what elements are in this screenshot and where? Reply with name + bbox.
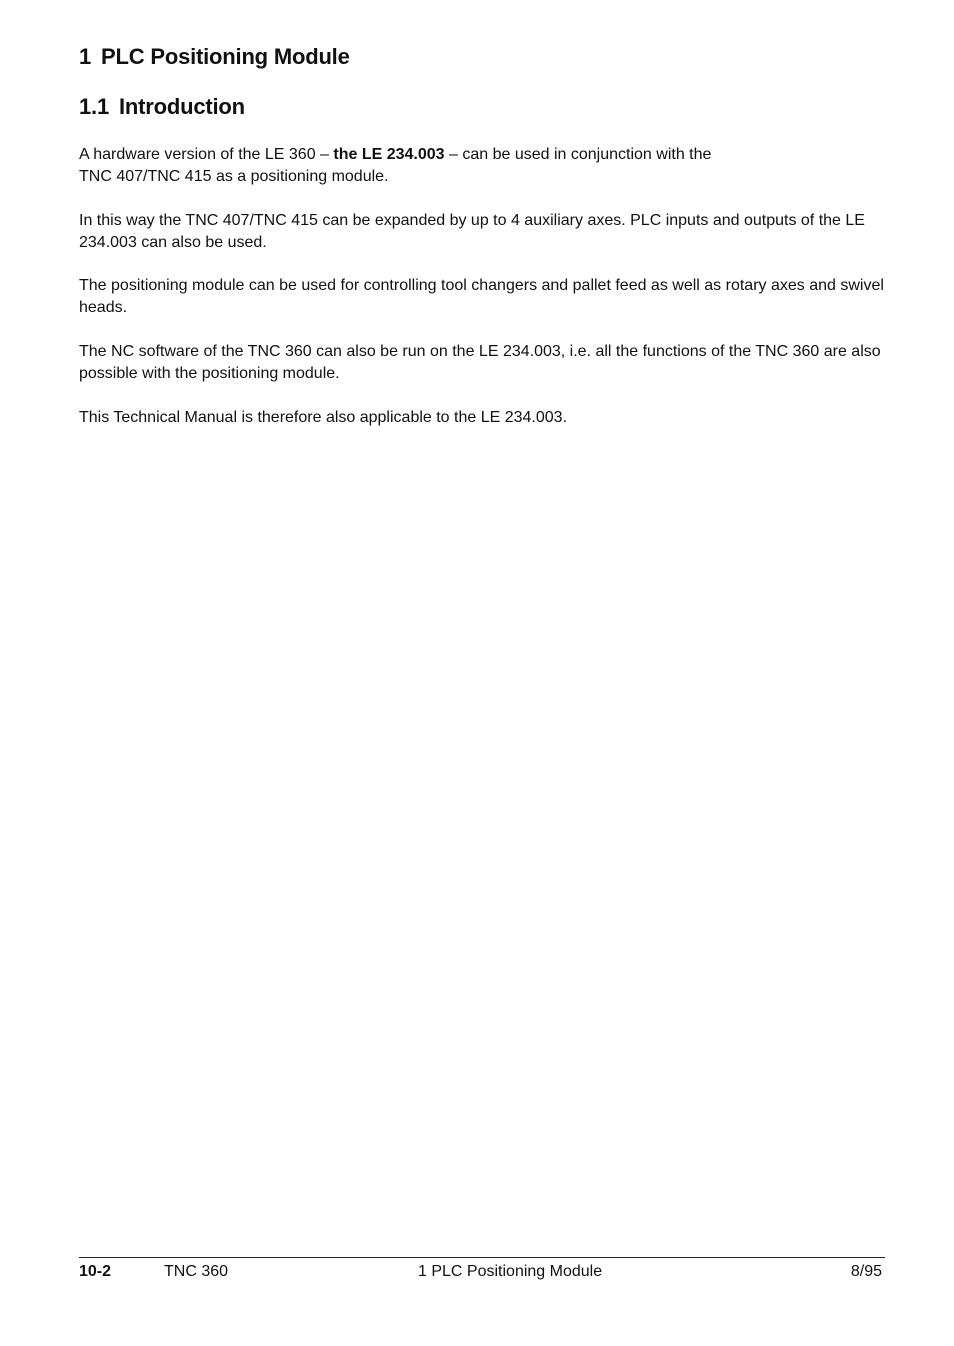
p1-text-after: – can be used in conjunction with the — [444, 146, 712, 163]
paragraph-applicability: This Technical Manual is therefore also applicable to the LE 234.003. — [79, 409, 568, 426]
chapter-heading — [79, 44, 350, 70]
section-number: 1.1 — [79, 94, 109, 119]
footer-date: 8/95 — [850, 1263, 882, 1280]
p1-text-before: A hardware version of the LE 360 – — [79, 146, 334, 163]
chapter-number: 1 — [79, 44, 92, 69]
p1-bold-product: the LE 234.003 — [333, 146, 445, 163]
section-heading — [79, 94, 245, 120]
paragraph-hardware-version — [79, 144, 889, 188]
footer-divider — [79, 1257, 885, 1258]
section-title: Introduction — [118, 94, 245, 119]
footer-chapter: 1 PLC Positioning Module — [418, 1263, 603, 1280]
paragraph-auxiliary-axes: In this way the TNC 407/TNC 415 can be expanded by up to 4 auxiliary axes. PLC inputs and outputs of the LE 234.003 can also be used. — [79, 212, 865, 251]
paragraph-nc-software: The NC software of the TNC 360 can also be run on the LE 234.003, i.e. all the functions of the TNC 360 are also possible with the positioning module. — [79, 343, 881, 382]
p1-line-two: TNC 407/TNC 415 as a positioning module. — [79, 168, 389, 185]
paragraph-tool-changers: The positioning module can be used for controlling tool changers and pallet feed as well as rotary axes and swivel heads. — [79, 277, 884, 316]
footer-page-number: 10-2 — [79, 1263, 112, 1280]
chapter-title: PLC Positioning Module — [101, 44, 350, 69]
footer-product: TNC 360 — [164, 1263, 229, 1280]
